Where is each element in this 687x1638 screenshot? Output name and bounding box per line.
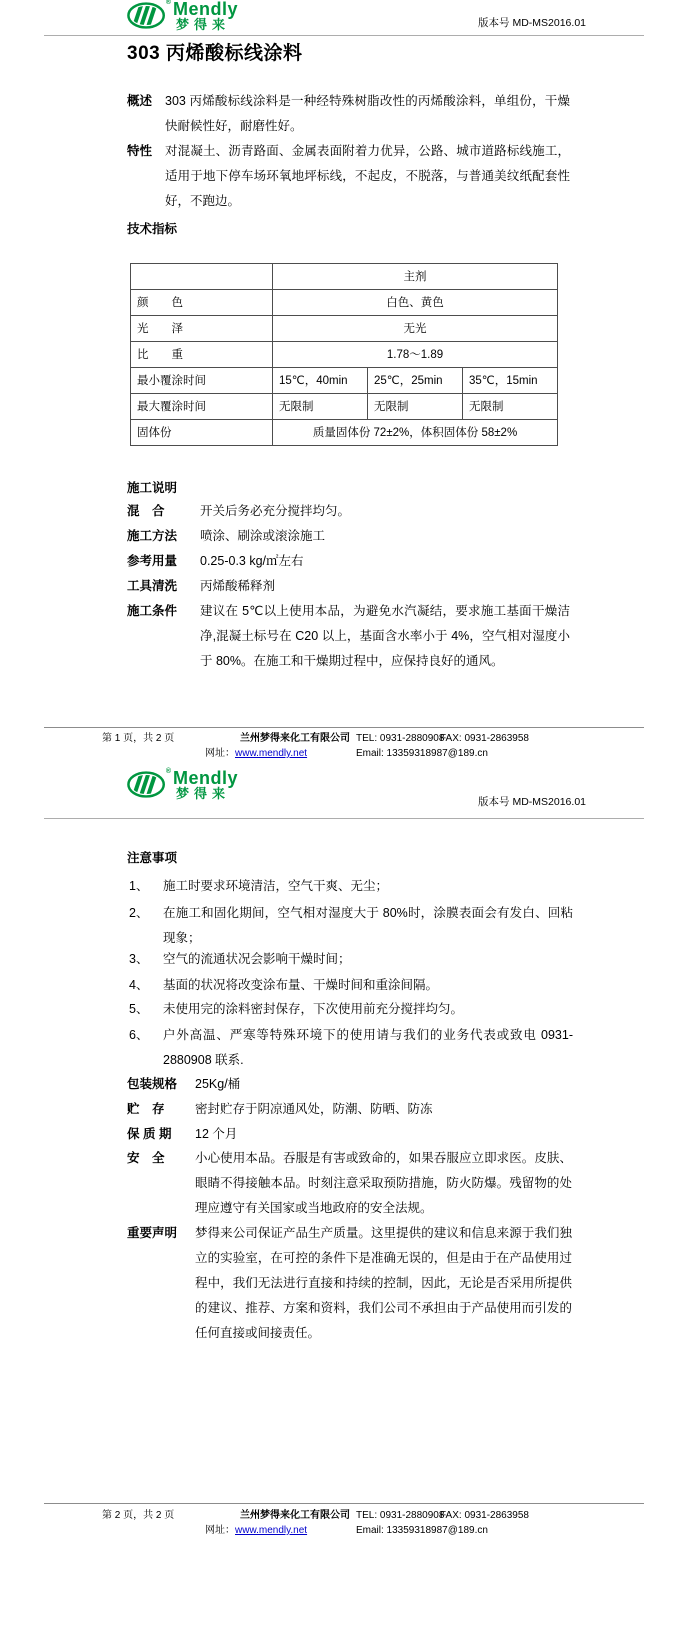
feature-label: 特性 bbox=[127, 144, 153, 158]
footer-web-label: 网址： bbox=[205, 1525, 235, 1536]
footer-tel-page1: TEL: 0931-2880908 bbox=[356, 733, 445, 744]
header-divider-page2 bbox=[44, 818, 644, 819]
construction-item-text: 0.25-0.3 kg/㎡左右 bbox=[200, 554, 304, 568]
mendly-logo-icon bbox=[127, 2, 169, 29]
footer-email-page1: Email: 13359318987@189.cn bbox=[356, 748, 488, 759]
info-item-disclaimer bbox=[127, 1221, 572, 1346]
table-cell: 无限制 bbox=[273, 394, 368, 420]
table-cell: 15℃，40min bbox=[273, 368, 368, 394]
info-label: 保 质 期 bbox=[127, 1127, 172, 1141]
table-cell-empty bbox=[131, 264, 273, 290]
overview-text: 303 丙烯酸标线涂料是一种经特殊树脂改性的丙烯酸涂料，单组份，干燥快耐候性好，耐磨性好。 bbox=[165, 94, 570, 133]
table-value: 1.78～1.89 bbox=[273, 342, 558, 368]
brand-text bbox=[173, 768, 239, 801]
table-value: 无光 bbox=[273, 316, 558, 342]
info-label: 安 全 bbox=[127, 1151, 165, 1165]
footer-company-page2: 兰州梦得来化工有限公司 bbox=[240, 1510, 350, 1521]
table-value: 质量固体份 72±2%，体积固体份 58±2% bbox=[273, 420, 558, 446]
construction-item-text: 开关后务必充分搅拌均匀。 bbox=[200, 504, 351, 518]
footer-web-link[interactable]: www.mendly.net bbox=[235, 1525, 308, 1536]
mendly-logo-icon bbox=[127, 768, 171, 798]
note-text: 基面的状况将改变涂布量、干燥时间和重涂间隔。 bbox=[163, 978, 439, 992]
table-row bbox=[131, 368, 558, 394]
note-item bbox=[129, 947, 573, 972]
registered-mark: ® bbox=[165, 768, 171, 775]
table-label: 最小覆涂时间 bbox=[131, 368, 273, 394]
version-label-page1: 版本号 MD-MS2016.01 bbox=[478, 17, 586, 29]
footer-web-page1 bbox=[205, 746, 307, 761]
info-text: 密封贮存于阴凉通风处，防潮、防晒、防冻 bbox=[195, 1102, 433, 1116]
version-label-page2: 版本号 MD-MS2016.01 bbox=[478, 796, 586, 808]
info-label: 贮 存 bbox=[127, 1102, 165, 1116]
note-item bbox=[129, 973, 573, 998]
info-text: 25Kg/桶 bbox=[195, 1077, 241, 1091]
tech-heading: 技术指标 bbox=[127, 222, 178, 236]
info-label: 重要声明 bbox=[127, 1226, 178, 1240]
note-item bbox=[129, 901, 573, 951]
brand-name-en: Mendly bbox=[173, 768, 239, 788]
table-label: 比 重 bbox=[131, 342, 273, 368]
footer-company-page1: 兰州梦得来化工有限公司 bbox=[240, 733, 350, 744]
brand-name-cn: 梦得来 bbox=[176, 17, 231, 32]
table-value: 白色、黄色 bbox=[273, 290, 558, 316]
brand-name-en: Mendly bbox=[173, 0, 239, 19]
footer-email-page2: Email: 13359318987@189.cn bbox=[356, 1525, 488, 1536]
info-text: 小心使用本品。吞服是有害或致命的，如果吞服应立即求医。皮肤、眼睛不得接触本品。时刻注意采取预防措施，防火防爆。残留物的处理应遵守有关国家或当地政府的安全法规。 bbox=[195, 1151, 572, 1215]
overview-section bbox=[127, 89, 570, 139]
footer-divider-page2 bbox=[44, 1503, 644, 1504]
note-text: 施工时要求环境清洁，空气干爽、无尘； bbox=[163, 879, 389, 893]
table-label: 最大覆涂时间 bbox=[131, 394, 273, 420]
note-number: 6、 bbox=[129, 1028, 149, 1042]
construction-item-mixing bbox=[127, 499, 570, 524]
notes-heading: 注意事项 bbox=[127, 851, 178, 865]
table-row bbox=[131, 264, 558, 290]
footer-web-link[interactable]: www.mendly.net bbox=[235, 748, 308, 759]
brand-logo-page1 bbox=[127, 2, 238, 31]
note-number: 4、 bbox=[129, 978, 149, 992]
construction-item-text: 喷涂、刷涂或滚涂施工 bbox=[200, 529, 326, 543]
note-item bbox=[129, 874, 573, 899]
product-title: 303 丙烯酸标线涂料 bbox=[127, 43, 303, 64]
brand-name-cn: 梦得来 bbox=[176, 786, 231, 801]
table-row bbox=[131, 290, 558, 316]
construction-item-text: 建议在 5℃以上使用本品，为避免水汽凝结，要求施工基面干燥洁净,混凝土标号在 C20 以上，基面含水率小于 4%，空气相对湿度小于 80%。在施工和干燥期过程中，应保持良好的通风。 bbox=[200, 604, 570, 668]
note-text: 户外高温、严寒等特殊环境下的使用请与我们的业务代表或致电 0931-2880908 联系. bbox=[163, 1028, 573, 1067]
construction-item-method bbox=[127, 524, 570, 549]
construction-item-label: 施工方法 bbox=[127, 529, 178, 543]
note-number: 3、 bbox=[129, 952, 149, 966]
note-text: 在施工和固化期间，空气相对湿度大于 80%时，涂膜表面会有发白、回粘现象； bbox=[163, 906, 573, 945]
feature-section bbox=[127, 139, 570, 214]
table-header-main-agent: 主剂 bbox=[273, 264, 558, 290]
note-item bbox=[129, 1023, 573, 1073]
brand-text bbox=[173, 2, 238, 31]
table-row bbox=[131, 420, 558, 446]
construction-item-label: 工具清洗 bbox=[127, 579, 178, 593]
footer-page-info-page1: 第 1 页，共 2 页 bbox=[102, 733, 175, 744]
footer-fax-page2: FAX: 0931-2863958 bbox=[440, 1510, 529, 1521]
footer-tel-page2: TEL: 0931-2880908 bbox=[356, 1510, 445, 1521]
table-row bbox=[131, 394, 558, 420]
footer-fax-page1: FAX: 0931-2863958 bbox=[440, 733, 529, 744]
table-label: 颜 色 bbox=[131, 290, 273, 316]
table-label: 光 泽 bbox=[131, 316, 273, 342]
note-number: 2、 bbox=[129, 906, 149, 920]
header-divider-page1 bbox=[44, 35, 644, 36]
info-text: 12 个月 bbox=[195, 1127, 238, 1141]
footer-web-label: 网址： bbox=[205, 748, 235, 759]
note-number: 5、 bbox=[129, 1002, 149, 1016]
info-item-storage bbox=[127, 1097, 572, 1122]
brand-logo-page2 bbox=[127, 768, 239, 801]
table-cell: 无限制 bbox=[368, 394, 463, 420]
construction-item-text: 丙烯酸稀释剂 bbox=[200, 579, 276, 593]
info-text: 梦得来公司保证产品生产质量。这里提供的建议和信息来源于我们独立的实验室，在可控的条件下是准确无误的，但是由于在产品使用过程中，我们无法进行直接和持续的控制，因此，无论是否采用所提供的建议、推荐、方案和资料，我们公司不承担由于产品使用而引发的任何直接或间接责任。 bbox=[195, 1226, 572, 1340]
construction-item-dosage bbox=[127, 549, 570, 574]
table-cell: 35℃，15min bbox=[463, 368, 558, 394]
construction-item-label: 参考用量 bbox=[127, 554, 178, 568]
footer-page-info-page2: 第 2 页，共 2 页 bbox=[102, 1510, 175, 1521]
construction-item-label: 混 合 bbox=[127, 504, 165, 518]
info-item-packaging bbox=[127, 1072, 572, 1097]
table-row bbox=[131, 342, 558, 368]
note-text: 未使用完的涂料密封保存，下次使用前充分搅拌均匀。 bbox=[163, 1002, 464, 1016]
construction-heading: 施工说明 bbox=[127, 481, 178, 495]
construction-item-conditions bbox=[127, 599, 570, 674]
note-text: 空气的流通状况会影响干燥时间； bbox=[163, 952, 351, 966]
footer-divider-page1 bbox=[44, 727, 644, 728]
info-label: 包装规格 bbox=[127, 1077, 178, 1091]
footer-web-page2 bbox=[205, 1523, 307, 1538]
table-row bbox=[131, 316, 558, 342]
overview-label: 概述 bbox=[127, 94, 153, 108]
info-item-safety bbox=[127, 1146, 572, 1221]
info-item-shelf-life bbox=[127, 1122, 572, 1147]
construction-item-cleaning bbox=[127, 574, 570, 599]
table-cell: 无限制 bbox=[463, 394, 558, 420]
table-cell: 25℃，25min bbox=[368, 368, 463, 394]
note-item bbox=[129, 997, 573, 1022]
registered-mark: ® bbox=[165, 0, 171, 6]
construction-item-label: 施工条件 bbox=[127, 604, 178, 618]
note-number: 1、 bbox=[129, 879, 149, 893]
spec-table bbox=[130, 263, 558, 446]
feature-text: 对混凝土、沥青路面、金属表面附着力优异，公路、城市道路标线施工，适用于地下停车场环氧地坪标线，不起皮，不脱落，与普通美纹纸配套性好，不跑边。 bbox=[165, 144, 570, 208]
table-label: 固体份 bbox=[131, 420, 273, 446]
